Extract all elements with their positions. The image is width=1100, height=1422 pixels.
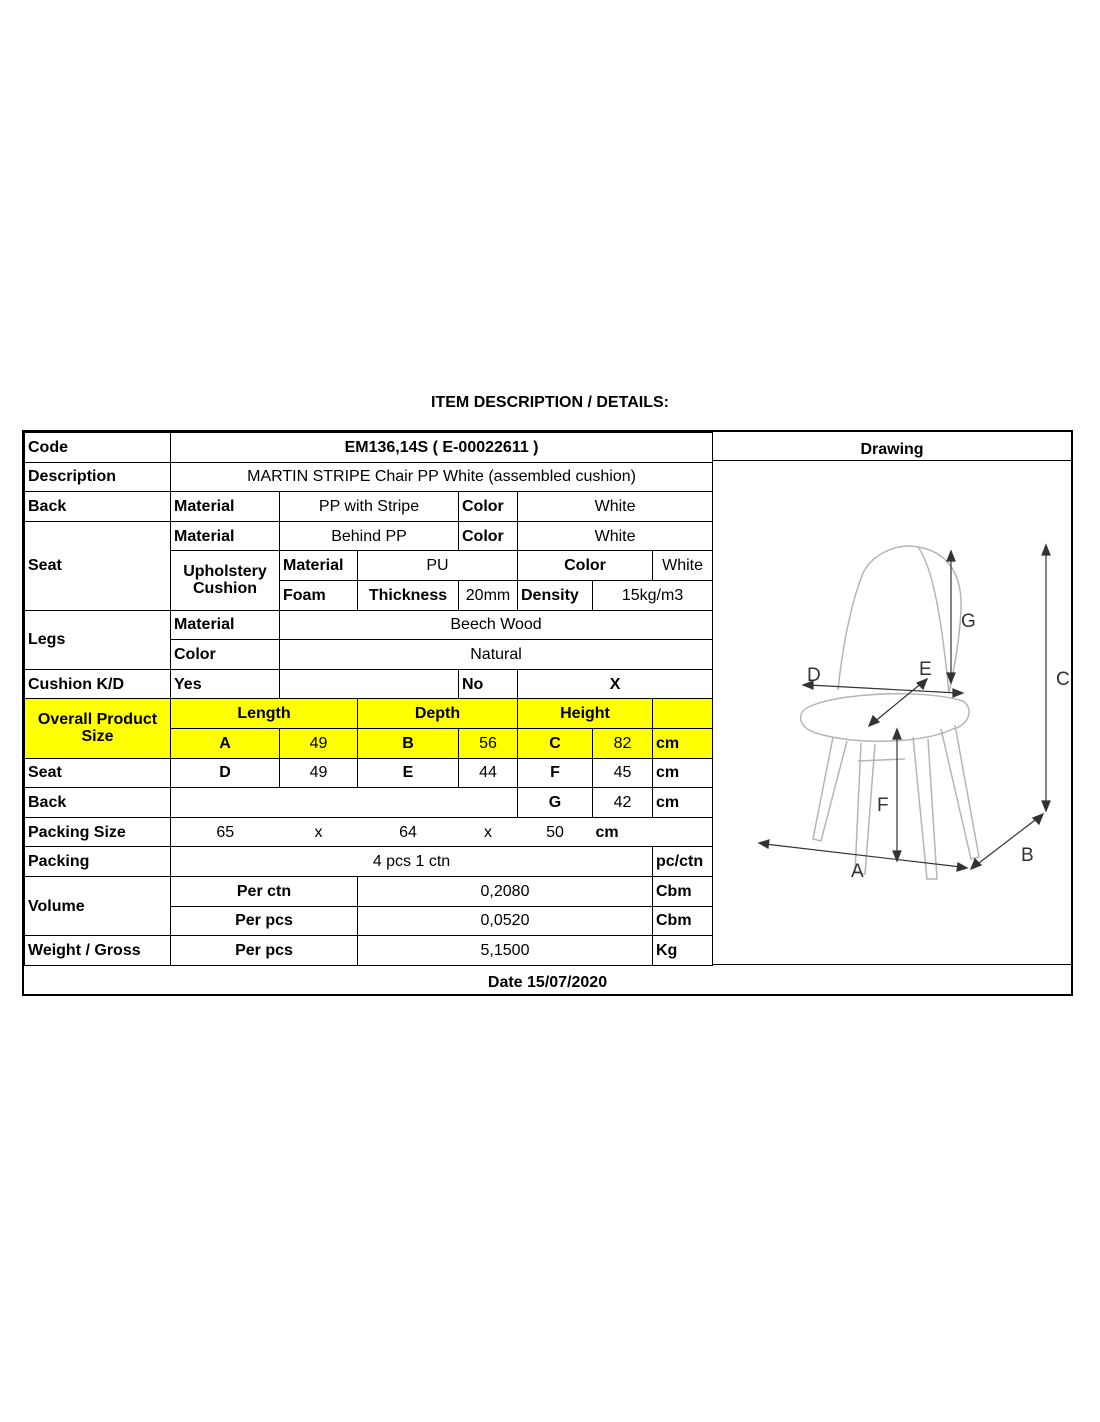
row-description (25, 462, 713, 492)
overall-size-label: Overall Product Size (25, 699, 171, 758)
legs-color-value: Natural (280, 640, 713, 670)
upholstery-material-value: PU (358, 551, 518, 581)
height-header: Height (518, 699, 653, 729)
cushion-kd-mark: X (518, 669, 713, 699)
date-footer: Date 15/07/2020 (487, 974, 608, 991)
dimension-lines (759, 545, 1050, 871)
upholstery-material-label: Material (280, 551, 358, 581)
packing-size-x2: x (459, 817, 518, 847)
overall-a: A (171, 728, 280, 758)
row-packing-size (25, 817, 713, 847)
packing-size-l: 65 (171, 817, 280, 847)
chair-drawing (713, 461, 1071, 964)
spec-table (24, 432, 713, 966)
back-dim-unit: cm (653, 788, 713, 818)
back-color-label: Color (459, 492, 518, 522)
label-e: E (919, 659, 932, 680)
document-title: ITEM DESCRIPTION / DETAILS: (431, 394, 669, 411)
cushion-kd-no: No (459, 669, 518, 699)
code-value: EM136,14S ( E-00022611 ) (171, 433, 713, 463)
packing-label: Packing (25, 847, 171, 877)
label-c: C (1056, 669, 1070, 690)
packing-size-unit: cm (593, 817, 713, 847)
seat-label: Seat (25, 521, 171, 610)
seat-color-value: White (518, 521, 713, 551)
overall-a-value: 49 (280, 728, 358, 758)
legs-color-label: Color (171, 640, 280, 670)
upholstery-color-value: White (653, 551, 713, 581)
back-material-label: Material (171, 492, 280, 522)
label-b: B (1021, 845, 1034, 866)
drawing-panel (712, 432, 1071, 965)
volume-per-ctn-label: Per ctn (171, 876, 358, 906)
cushion-kd-yes-value (280, 669, 459, 699)
volume-label: Volume (25, 876, 171, 935)
weight-label: Weight / Gross (25, 936, 171, 966)
packing-unit: pc/ctn (653, 847, 713, 877)
overall-b-value: 56 (459, 728, 518, 758)
thickness-value: 20mm (459, 580, 518, 610)
row-seat-material (25, 521, 713, 551)
row-seat-dims (25, 758, 713, 788)
length-header: Length (171, 699, 358, 729)
row-code (25, 433, 713, 463)
row-weight (25, 936, 713, 966)
back-color-value: White (518, 492, 713, 522)
label-g: G (961, 611, 976, 632)
volume-per-pcs-unit: Cbm (653, 906, 713, 936)
seat-dim-unit: cm (653, 758, 713, 788)
row-cushion-kd (25, 669, 713, 699)
weight-value: 5,1500 (358, 936, 653, 966)
density-label: Density (518, 580, 593, 610)
spec-sheet (22, 430, 1073, 996)
legs-material-label: Material (171, 610, 280, 640)
volume-per-ctn-unit: Cbm (653, 876, 713, 906)
row-packing (25, 847, 713, 877)
depth-header: Depth (358, 699, 518, 729)
seat-e-value: 44 (459, 758, 518, 788)
weight-unit: Kg (653, 936, 713, 966)
seat-d-value: 49 (280, 758, 358, 788)
overall-header-blank (653, 699, 713, 729)
upholstery-label: Upholstery Cushion (171, 551, 280, 610)
back-g-value: 42 (593, 788, 653, 818)
packing-size-h: 50 (518, 817, 593, 847)
back-material-value: PP with Stripe (280, 492, 459, 522)
code-label: Code (25, 433, 171, 463)
foam-label: Foam (280, 580, 358, 610)
packing-size-w: 64 (358, 817, 459, 847)
density-value: 15kg/m3 (593, 580, 713, 610)
overall-c-value: 82 (593, 728, 653, 758)
row-legs-material (25, 610, 713, 640)
seat-color-label: Color (459, 521, 518, 551)
drawing-header: Drawing (713, 432, 1071, 461)
seat-e: E (358, 758, 459, 788)
back-dim-label: Back (25, 788, 171, 818)
cushion-kd-yes: Yes (171, 669, 280, 699)
label-a: A (851, 861, 864, 882)
description-label: Description (25, 462, 171, 492)
label-d: D (807, 665, 821, 686)
cushion-kd-label: Cushion K/D (25, 669, 171, 699)
volume-per-pcs-value: 0,0520 (358, 906, 653, 936)
weight-per-pcs-label: Per pcs (171, 936, 358, 966)
back-dim-blank (171, 788, 518, 818)
row-overall-headers (25, 699, 713, 729)
seat-material-label: Material (171, 521, 280, 551)
label-f: F (877, 795, 889, 816)
seat-f: F (518, 758, 593, 788)
volume-per-ctn-value: 0,2080 (358, 876, 653, 906)
legs-label: Legs (25, 610, 171, 669)
volume-per-pcs-label: Per pcs (171, 906, 358, 936)
row-back (25, 492, 713, 522)
overall-unit: cm (653, 728, 713, 758)
seat-f-value: 45 (593, 758, 653, 788)
overall-b: B (358, 728, 459, 758)
packing-value: 4 pcs 1 ctn (171, 847, 653, 877)
upholstery-color-label: Color (518, 551, 653, 581)
seat-dim-label: Seat (25, 758, 171, 788)
back-g: G (518, 788, 593, 818)
row-volume-ctn (25, 876, 713, 906)
legs-material-value: Beech Wood (280, 610, 713, 640)
chair-outline (801, 546, 979, 879)
seat-material-value: Behind PP (280, 521, 459, 551)
back-label: Back (25, 492, 171, 522)
thickness-label: Thickness (358, 580, 459, 610)
packing-size-x1: x (280, 817, 358, 847)
packing-size-label: Packing Size (25, 817, 171, 847)
seat-d: D (171, 758, 280, 788)
row-back-dims (25, 788, 713, 818)
description-value: MARTIN STRIPE Chair PP White (assembled cushion) (171, 462, 713, 492)
overall-c: C (518, 728, 593, 758)
